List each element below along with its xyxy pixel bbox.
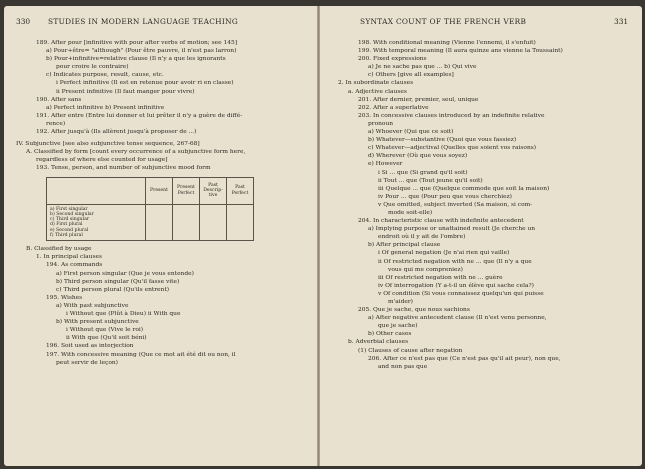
table-corner-cell xyxy=(47,177,146,204)
outline-line: ii With que (Qu'il soit béni) xyxy=(66,335,147,342)
outline-line: i Of general negation (Je n'ai rien qui vaille) xyxy=(378,250,510,257)
outline-line: a. Adjective clauses xyxy=(348,88,407,95)
outline-line: que je sache) xyxy=(378,323,418,330)
outline-line: b) Third person singular (Qu'il fasse vite) xyxy=(56,278,180,285)
row-labels-cell xyxy=(47,204,146,241)
outline-line: 200. Fixed expressions xyxy=(358,56,427,63)
outline-line: m'aider) xyxy=(388,299,413,305)
outline-line: a) Je ne sache pas que ... b) Qui vive xyxy=(368,64,477,71)
outline-line: 189. After pour [infinitive with pour after verbs of motion; see 145] xyxy=(36,40,238,46)
outline-line: rence) xyxy=(46,120,66,127)
table-header-row xyxy=(47,177,254,204)
page-number: 330 xyxy=(16,17,31,26)
outline-line: b) Other cases xyxy=(368,331,412,338)
outline-line: v Of condition (Si vous connaissez quelqu'un qui puisse xyxy=(378,290,544,297)
outline-line: pronoun xyxy=(368,120,394,127)
outline-line: b. Adverbial clauses xyxy=(348,339,409,346)
outline-section xyxy=(328,39,636,371)
right-page-body xyxy=(328,39,636,371)
outline-line: 190. After sans xyxy=(36,96,82,103)
outline-line: mode soit-elle) xyxy=(388,209,433,216)
outline-line: (1) Clauses of cause after negation xyxy=(358,347,463,354)
running-head: STUDIES IN MODERN LANGUAGE TEACHING xyxy=(48,17,239,26)
running-head: SYNTAX COUNT OF THE FRENCH VERB xyxy=(360,17,527,26)
outline-line: iv Of interrogation (Y a-t-il un élève qui sache cela?) xyxy=(378,282,534,289)
row-label: b) Second singular xyxy=(50,211,94,217)
page-number: 331 xyxy=(614,17,629,26)
outline-line: 198. With conditional meaning (Vienne l'ennemi, il s'enfuit) xyxy=(358,40,536,46)
outline-line: 195. Wishes xyxy=(46,294,83,301)
outline-line: regardless of where else counted for usage] xyxy=(36,157,168,164)
outline-line: a) Perfect infinitive b) Present infinitive xyxy=(46,104,165,111)
outline-line: iii Of restricted negation with ne ... guère xyxy=(378,274,503,281)
row-label: f) Third plural xyxy=(50,232,83,238)
right-page xyxy=(320,6,642,466)
empty-count-cell xyxy=(173,204,200,241)
column-header: Past Descrip-tive xyxy=(200,177,227,204)
outline-line: b) After principal clause xyxy=(368,242,441,249)
column-header: Present xyxy=(146,177,173,204)
outline-section xyxy=(16,245,312,366)
outline-line: a) Implying purpose or unattained result (Je cherche un xyxy=(368,226,536,233)
outline-line: 194. As commands xyxy=(46,262,103,269)
outline-line: IV. Subjunctive [see also subjunctive tense sequence, 267-68] xyxy=(16,141,200,148)
outline-line: c) Indicates purpose, result, cause, etc. xyxy=(46,72,164,79)
outline-line: v Que omitted, subject inverted (Sa maison, si com- xyxy=(378,201,533,208)
outline-line: B. Classified by usage xyxy=(26,246,92,253)
outline-line: 199. With temporal meaning (Il aura quinze ans vienne la Toussaint) xyxy=(358,48,563,55)
outline-line: 204. In characteristic clause with indefinite antecedent xyxy=(358,218,524,225)
outline-line: e) However xyxy=(368,161,403,168)
outline-line: iii Quelque ... que (Quelque commode que soit la maison) xyxy=(378,185,550,192)
outline-line: 202. After a superlative xyxy=(358,104,429,111)
outline-line: i Without que (Vive le roi) xyxy=(66,327,144,334)
outline-line: 192. After jusqu'à (Ils allèrent jusqu'à proposer de ...) xyxy=(36,129,197,136)
outline-line: d) Wherever (Où que vous soyez) xyxy=(368,153,468,160)
outline-line: endroit où il y ait de l'ombre) xyxy=(378,234,466,241)
outline-line: ii Of restricted negation with ne ... que (Il n'y a que xyxy=(378,258,532,265)
row-label: a) First singular xyxy=(50,206,88,212)
row-label: d) First plural xyxy=(50,222,83,228)
outline-line: a) After negative antecedent clause (Il n'est venu personne, xyxy=(368,315,547,322)
outline-line: A. Classified by form [count every occurrence of a subjunctive form here, xyxy=(26,149,246,156)
outline-line: a) Whoever (Qui que ce soit) xyxy=(368,129,454,136)
column-header: Past Perfect xyxy=(227,177,254,204)
outline-line: b) With present subjunctive xyxy=(56,319,139,326)
outline-line: b) Pour+infinitive=relative clause (Il n'y a que les ignorants xyxy=(46,56,226,63)
outline-line: 203. In concessive clauses introduced by an indefinite relative xyxy=(358,112,545,119)
outline-line: 2. In subordinate clauses xyxy=(338,80,414,87)
outline-line: vous qui me compreniez) xyxy=(388,266,463,273)
empty-count-cell xyxy=(227,204,254,241)
outline-line: a) Pour+être= "although" (Pour être pauvre, il n'est pas larron) xyxy=(46,48,237,55)
outline-section xyxy=(16,39,312,173)
outline-line: 197. With concessive meaning (Que ce mot ait été dit ou non, il xyxy=(46,351,236,358)
empty-count-cell xyxy=(146,204,173,241)
outline-line: 206. After ce n'est pas que (Ce n'est pas qu'il ait peur), non que, xyxy=(368,355,561,362)
outline-line: i Si ... que (Si grand qu'il soit) xyxy=(378,169,468,176)
left-page-body xyxy=(16,39,312,367)
outline-line: iv Pour ... que (Pour peu que vous cherchiez) xyxy=(378,193,512,200)
outline-line: 201. After dernier, premier, seul, unique xyxy=(358,96,479,103)
outline-line: i Without que (Plût à Dieu) ii With que xyxy=(66,311,181,318)
outline-line: b) Whatever—substantive (Quoi que vous fassiez) xyxy=(368,137,517,144)
outline-line: 193. Tense, person, and number of subjunctive mood form xyxy=(36,165,211,172)
outline-line: 205. Que je sache, que nous sachions xyxy=(358,307,470,314)
row-label: e) Second plural xyxy=(50,227,89,233)
outline-line: c) Whatever—adjectival (Quelles que soient vos raisons) xyxy=(368,145,537,152)
outline-line: 1. In principal clauses xyxy=(36,254,102,261)
outline-line: c) Others [give all examples] xyxy=(368,72,454,79)
outline-line: 196. Soit used as interjection xyxy=(46,343,134,350)
empty-count-cell xyxy=(200,204,227,241)
table-row xyxy=(47,204,254,241)
outline-line: a) First person singular (Que je vous entende) xyxy=(56,270,194,277)
row-label: c) Third singular xyxy=(50,217,90,223)
outline-line: and non pas que xyxy=(378,363,428,370)
outline-line: pour croire le contraire) xyxy=(56,64,129,71)
outline-line: a) With past subjunctive xyxy=(56,302,129,309)
left-page xyxy=(4,6,317,466)
outline-line: peut servir de leçon) xyxy=(56,359,118,366)
outline-line: 191. After entre (Entre lui donner et lui prêter il n'y a guère de diffé- xyxy=(36,112,243,119)
outline-line: c) Third person plural (Qu'ils entrent) xyxy=(56,286,169,293)
column-header: Present Perfect xyxy=(173,177,200,204)
subjunctive-form-table xyxy=(46,177,254,242)
outline-line: ii Present infinitive (Il faut manger pour vivre) xyxy=(56,88,195,95)
outline-line: ii Tout ... que (Tout jeune qu'il soit) xyxy=(378,177,483,184)
outline-line: i Perfect infinitive (Il est en retenue pour avoir ri en classe) xyxy=(56,80,234,87)
